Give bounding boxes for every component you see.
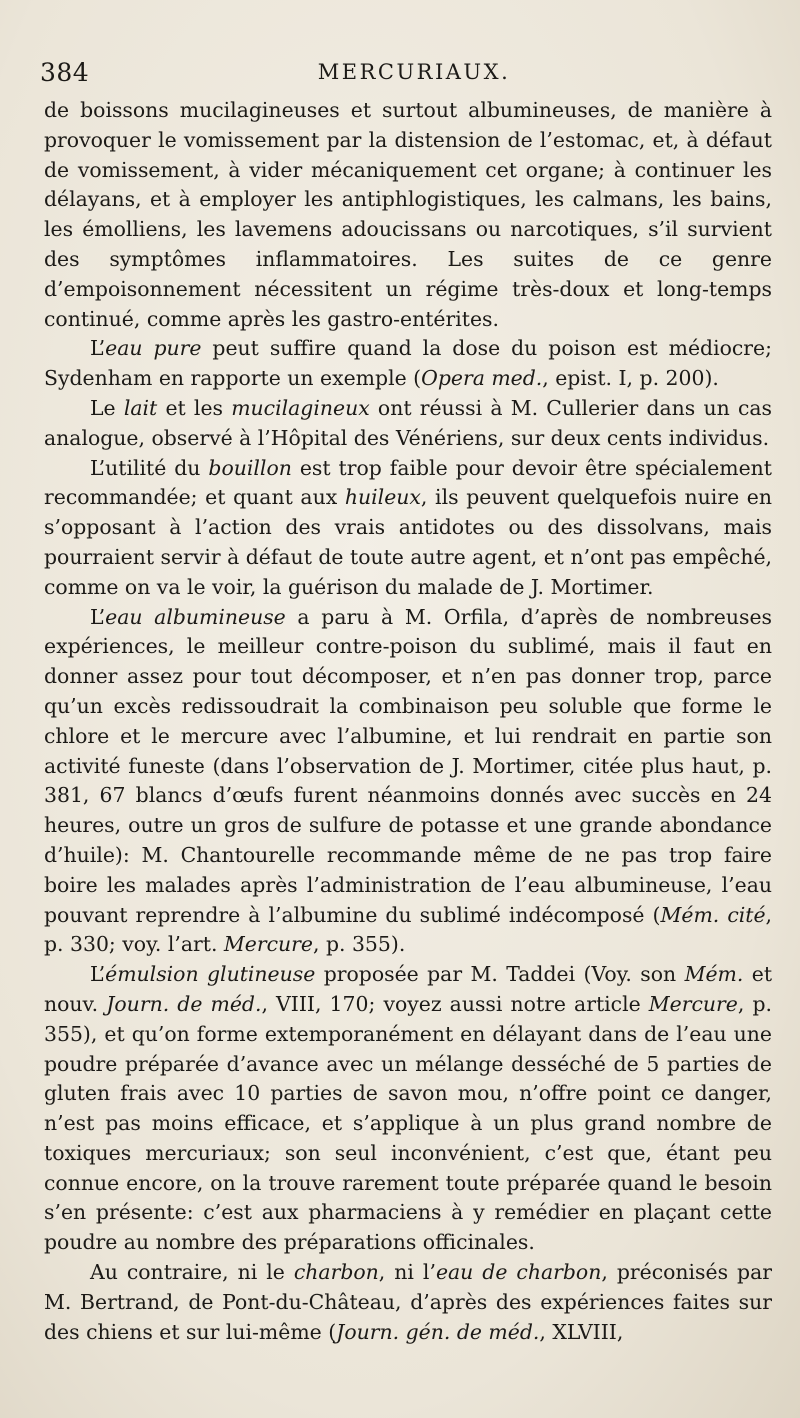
text-run: Le (90, 395, 124, 420)
text-run: , p. 355). (312, 932, 406, 957)
italic-text: Mercure (223, 932, 313, 957)
paragraph (44, 960, 772, 1258)
text-run: L’ (90, 336, 106, 361)
italic-text: Mercure (648, 991, 738, 1016)
italic-text: lait (123, 395, 158, 420)
italic-text: Journ. de méd. (106, 991, 262, 1016)
paragraph (44, 1258, 772, 1347)
italic-text: eau albumineuse (105, 604, 286, 629)
text-run: Au contraire, ni le (90, 1260, 294, 1285)
text-run: peut suffire quand la dose du poison est médiocre; Sydenham en rapporte un exemple ( (44, 336, 772, 391)
text-run: , p. 330; voy. l’art. (44, 902, 773, 957)
text-run: proposée par M. Taddei (Voy. son (315, 962, 685, 987)
italic-text: bouillon (208, 455, 292, 480)
paragraph (44, 394, 772, 454)
italic-text: eau pure (105, 336, 202, 361)
text-run: L’ (90, 962, 106, 987)
body-text (44, 96, 772, 1347)
text-run: et les (157, 395, 232, 420)
italic-text: Opera med. (421, 366, 543, 391)
text-run: , epist. I, p. 200). (542, 366, 719, 391)
text-run: , ils peuvent quelquefois nuire en s’opposant à l’action des vrais antidotes ou des dissolvans, mais pourraient servir à défaut de toute autre agent, et n’ont pas empêché, comme on va le voir, la guérison du malade de J. Mortimer. (44, 485, 772, 599)
page-header (40, 58, 772, 96)
text-run: est trop faible pour devoir être spécialement recommandée; et quant aux (44, 455, 773, 510)
paragraph (44, 334, 772, 394)
paragraph (44, 96, 772, 334)
italic-text: huileux (344, 485, 421, 510)
italic-text: mucilagineux (231, 395, 370, 420)
italic-text: Mém. (684, 962, 744, 987)
text-run: L’ (90, 604, 106, 629)
italic-text: Journ. gén. de méd. (336, 1319, 540, 1344)
page-number: 384 (40, 58, 90, 87)
text-run: , XLVIII, (539, 1319, 624, 1344)
italic-text: charbon (293, 1260, 379, 1285)
text-run: , préconisés par M. Bertrand, de Pont-du-Château, d’après des expériences faites sur des chiens et sur lui-même ( (44, 1260, 772, 1344)
italic-text: Mém. cité (660, 902, 766, 927)
paragraph (44, 603, 772, 961)
italic-text: émulsion glutineuse (105, 962, 316, 987)
text-run: a paru à M. Orfila, d’après de nombreuses expériences, le meilleur contre-poison du sublimé, mais il faut en donner assez pour tout décomposer, et n’en pas donner trop, parce qu’un excès redissoudrait la combinaison peu soluble que forme le chlore et le mercure avec l’albumine, et lui rendrait en partie son activité funeste (dans l’observation de J. Mortimer, citée plus haut, p. 381, 67 blancs d’œufs furent néanmoins donnés avec succès en 24 heures, outre un gros de sulfure de potasse et une grande abondance d’huile): M. Chantourelle recommande même de ne pas trop faire boire les malades après l’administration de l’eau albumineuse, l’eau pouvant reprendre à l’albumine du sublimé indécomposé ( (44, 604, 773, 927)
italic-text: eau de charbon (435, 1260, 602, 1285)
paragraph (44, 454, 772, 603)
running-title: MERCURIAUX. (317, 60, 511, 84)
text-run: , ni l’ (378, 1260, 436, 1285)
text-run: ont réussi à M. Cullerier dans un cas analogue, observé à l’Hôpital des Vénériens, sur deux cents individus. (44, 395, 772, 450)
text-run: de boissons mucilagineuses et surtout albumineuses, de manière à provoquer le vomissement par la distension de l’estomac, et, à défaut de vomissement, à vider mécaniquement cet organe; à continuer les délayans, et à employer les antiphlogistiques, les calmans, les bains, les émolliens, les lavemens adoucissans ou narcotiques, s’il survient des symptômes inflammatoires. Les suites de ce genre d’empoisonnement nécessitent un régime très-doux et long-temps continué, comme après les gastro-entérites. (44, 98, 772, 331)
text-run: , p. 355), et qu’on forme extemporanément en délayant dans de l’eau une poudre préparée d’avance avec un mélange desséché de 5 parties de gluten frais avec 10 parties de savon mou, n’offre point ce danger, n’est pas moins efficace, et s’applique à un plus grand nombre de toxiques mercuriaux; son seul inconvénient, c’est que, étant peu connue encore, on la trouve rarement toute préparée quand le besoin s’en présente: c’est aux pharmaciens à y remédier en plaçant cette poudre au nombre des préparations officinales. (44, 991, 772, 1255)
text-run: et nouv. (44, 962, 773, 1016)
text-run: L’utilité du (90, 455, 209, 480)
text-run: , VIII, 170; voyez aussi notre article (261, 991, 649, 1016)
